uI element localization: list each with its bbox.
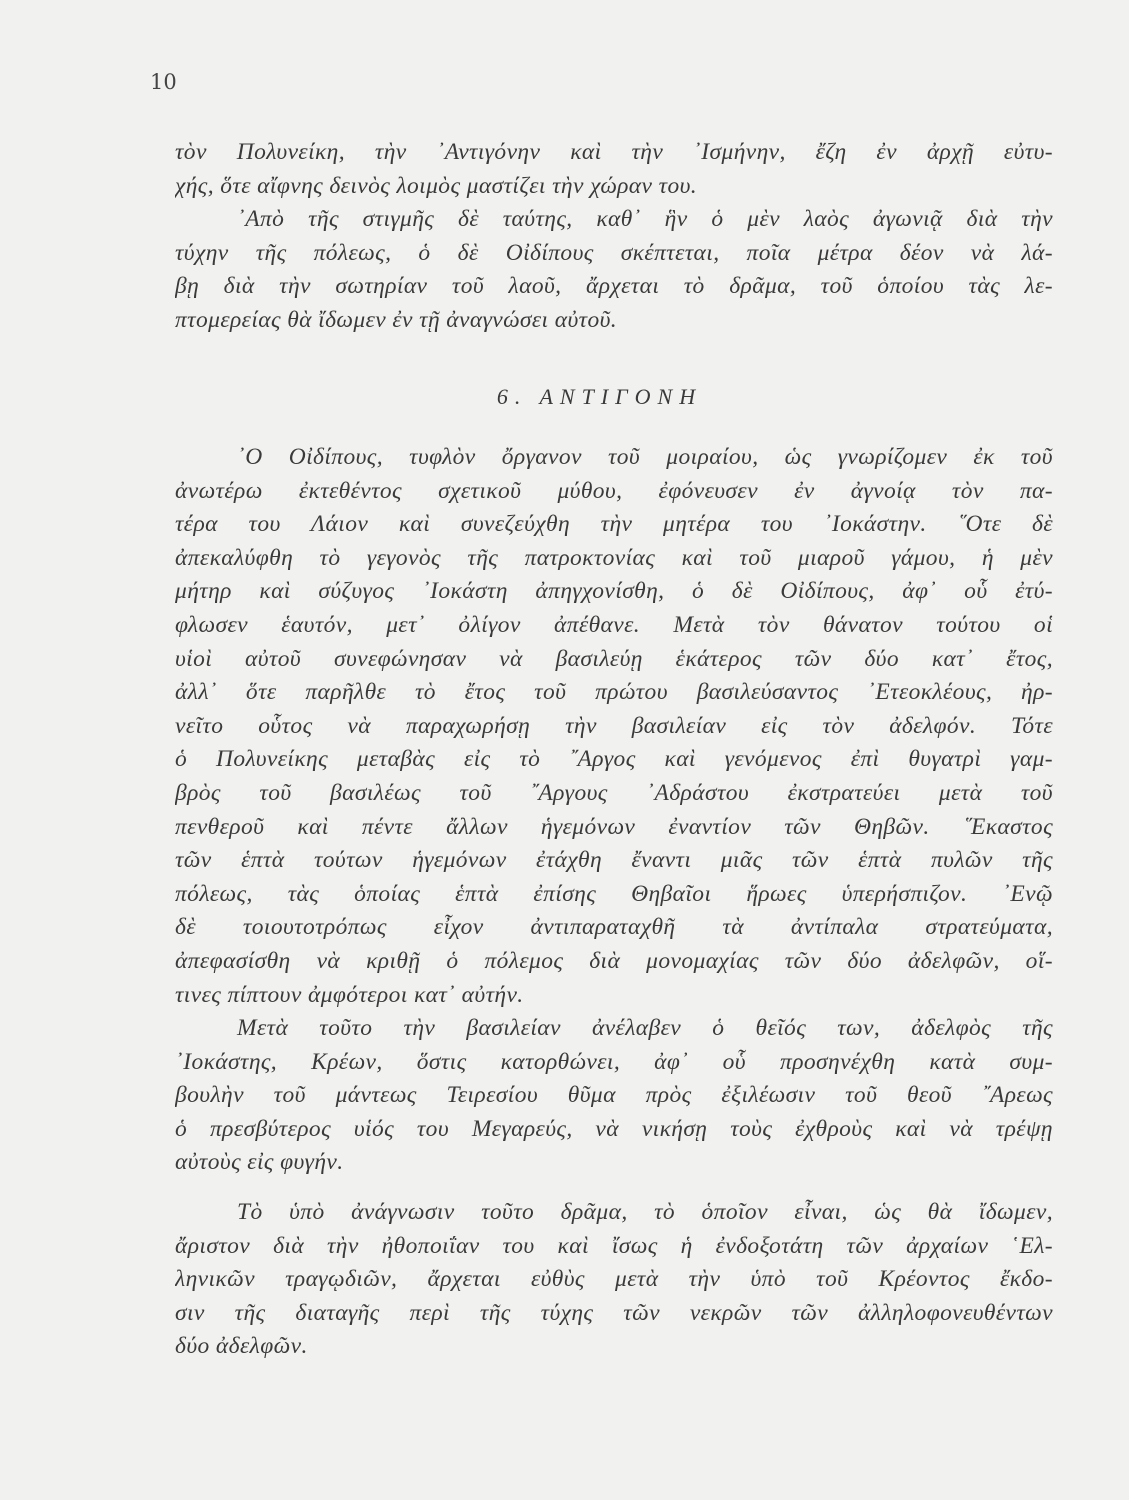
text-line: ὁ Πολυνείκης μεταβὰς εἰς τὸ ῎Αργος καὶ γενόμενος ἐπὶ θυγατρὶ γαμ- xyxy=(175,746,1053,773)
text-line: Τὸ ὑπὸ ἀνάγνωσιν τοῦτο δρᾶμα, τὸ ὁποῖον εἶναι, ὡς θὰ ἴδωμεν, xyxy=(237,1199,1053,1225)
text-line: ἀνωτέρω ἐκτεθέντος σχετικοῦ μύθου, ἐφόνευσεν ἐν ἀγνοίᾳ τὸν πα- xyxy=(175,477,1053,504)
text-line: βουλὴν τοῦ μάντεως Τειρεσίου θῦμα πρὸς ἐξιλέωσιν τοῦ θεοῦ ῎Αρεως xyxy=(175,1082,1053,1109)
section-paragraphs xyxy=(175,441,1053,1180)
text-line: δὲ τοιουτοτρόπως εἶχον ἀντιπαραταχθῆ τὰ ἀντίπαλα στρατεύματα, xyxy=(175,914,1053,941)
text-line: δύο ἀδελφῶν. xyxy=(175,1333,308,1360)
section-heading: 6. ΑΝΤΙΓΟΝΗ xyxy=(496,384,703,409)
intro-paragraphs xyxy=(175,136,1053,338)
text-line: ἀπεφασίσθη νὰ κριθῇ ὁ πόλεμος διὰ μονομαχίας τῶν δύο ἀδελφῶν, οἵ- xyxy=(175,947,1053,974)
page-number: 10 xyxy=(150,70,177,94)
text-line: σιν τῆς διαταγῆς περὶ τῆς τύχης τῶν νεκρῶν τῶν ἀλληλοφονευθέντων xyxy=(175,1299,1053,1326)
text-line: πόλεως, τὰς ὁποίας ἑπτὰ ἐπίσης Θηβαῖοι ἥρωες ὑπερήσπιζον. ᾿Ενῷ xyxy=(175,880,1053,907)
text-line: τινες πίπτουν ἀμφότεροι κατ᾿ αὐτήν. xyxy=(175,981,524,1008)
text-line: βρὸς τοῦ βασιλέως τοῦ ῎Αργους ᾿Αδράστου ἐκστρατεύει μετὰ τοῦ xyxy=(175,779,1053,806)
text-line: τὸν Πολυνείκη, τὴν ᾿Αντιγόνην καὶ τὴν ᾿Ισμήνην, ἔζη ἐν ἀρχῇ εὐτυ- xyxy=(175,139,1053,165)
final-paragraph xyxy=(175,1196,1053,1364)
text-line: ᾿Ιοκάστης, Κρέων, ὅστις κατορθώνει, ἀφ᾿ οὗ προσηνέχθη κατὰ συμ- xyxy=(175,1048,1053,1075)
text-line: ἄριστον διὰ τὴν ἠθοποιΐαν του καὶ ἴσως ἡ ἐνδοξοτάτη τῶν ἀρχαίων ῾Ελ- xyxy=(175,1232,1053,1259)
text-line: Μετὰ τοῦτο τὴν βασιλείαν ἀνέλαβεν ὁ θεῖός των, ἀδελφὸς τῆς xyxy=(237,1015,1053,1042)
text-line: ληνικῶν τραγῳδιῶν, ἄρχεται εὐθὺς μετὰ τὴν ὑπὸ τοῦ Κρέοντος ἔκδο- xyxy=(175,1266,1053,1293)
text-line: φλωσεν ἑαυτόν, μετ᾿ ὀλίγον ἀπέθανε. Μετὰ τὸν θάνατον τούτου οἱ xyxy=(175,611,1053,638)
text-line: ᾿Ο Οἰδίπους, τυφλὸν ὄργανον τοῦ μοιραίου, ὡς γνωρίζομεν ἐκ τοῦ xyxy=(237,444,1053,470)
text-line: βῃ διὰ τὴν σωτηρίαν τοῦ λαοῦ, ἄρχεται τὸ δρᾶμα, τοῦ ὁποίου τὰς λε- xyxy=(175,273,1053,300)
text-line: πενθεροῦ καὶ πέντε ἄλλων ἡγεμόνων ἐναντίον τῶν Θηβῶν. ῞Εκαστος xyxy=(175,813,1053,840)
text-line: χής, ὅτε αἴφνης δεινὸς λοιμὸς μαστίζει τὴν χώραν του. xyxy=(175,172,698,199)
text-line: ᾿Απὸ τῆς στιγμῆς δὲ ταύτης, καθ᾿ ἣν ὁ μὲν λαὸς ἀγωνιᾷ διὰ τὴν xyxy=(237,206,1053,233)
text-line: ἀλλ᾿ ὅτε παρῆλθε τὸ ἔτος τοῦ πρώτου βασιλεύσαντος ᾿Ετεοκλέους, ἠρ- xyxy=(175,679,1053,706)
text-line: μήτηρ καὶ σύζυγος ᾿Ιοκάστη ἀπηγχονίσθη, ὁ δὲ Οἰδίπους, ἀφ᾿ οὗ ἐτύ- xyxy=(175,578,1053,605)
text-line: νεῖτο οὗτος νὰ παραχωρήσῃ τὴν βασιλείαν εἰς τὸν ἀδελφόν. Τότε xyxy=(175,712,1053,739)
text-line: τύχην τῆς πόλεως, ὁ δὲ Οἰδίπους σκέπτεται, ποῖα μέτρα δέον νὰ λά- xyxy=(175,239,1053,266)
text-line: ὁ πρεσβύτερος υἱός του Μεγαρεύς, νὰ νικήσῃ τοὺς ἐχθροὺς καὶ νὰ τρέψῃ xyxy=(175,1115,1053,1142)
text-line: υἱοὶ αὐτοῦ συνεφώνησαν νὰ βασιλεύῃ ἑκάτερος τῶν δύο κατ᾿ ἔτος, xyxy=(175,645,1053,672)
text-line: ἀπεκαλύφθη τὸ γεγονὸς τῆς πατροκτονίας καὶ τοῦ μιαροῦ γάμου, ἡ μὲν xyxy=(175,544,1053,571)
text-line: τέρα του Λάιον καὶ συνεζεύχθη τὴν μητέρα του ᾿Ιοκάστην. ῞Οτε δὲ xyxy=(175,511,1053,538)
text-line: αὐτοὺς εἰς φυγήν. xyxy=(175,1149,344,1176)
text-line: πτομερείας θὰ ἴδωμεν ἐν τῇ ἀναγνώσει αὐτοῦ. xyxy=(175,306,618,333)
text-line: τῶν ἑπτὰ τούτων ἡγεμόνων ἐτάχθη ἔναντι μιᾶς τῶν ἑπτὰ πυλῶν τῆς xyxy=(175,847,1053,874)
